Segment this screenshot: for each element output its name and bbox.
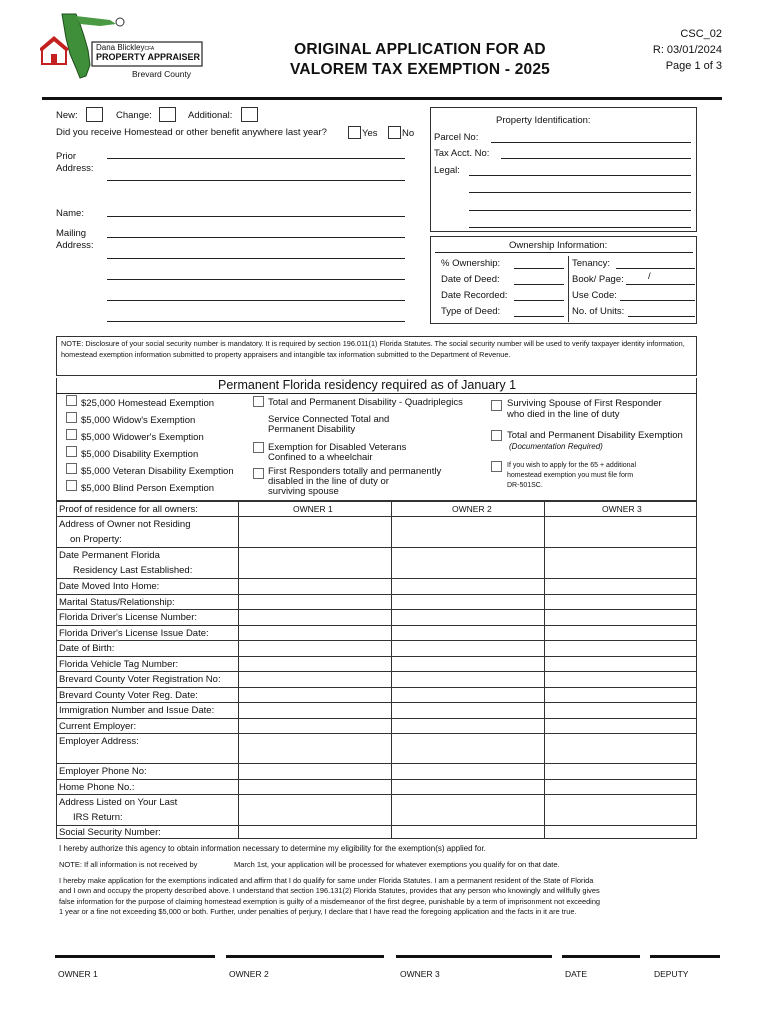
owner1-signature-label: OWNER 1: [58, 969, 98, 979]
row-date-residency: Date Permanent Florida: [59, 550, 160, 561]
owner1-column-header: OWNER 1: [293, 504, 333, 514]
prior-label: Prior: [56, 151, 77, 162]
disability-exemption-label: $5,000 Disability Exemption: [81, 449, 199, 460]
row-date-moved: Date Moved Into Home:: [59, 581, 160, 592]
first-responders-label-2: disabled in the line of duty or: [268, 476, 389, 487]
row-on-property: on Property:: [70, 534, 122, 545]
deed-date-label: Date of Deed:: [441, 274, 500, 285]
tenancy-label: Tenancy:: [572, 258, 611, 269]
deputy-signature-line[interactable]: [650, 955, 720, 958]
legal-line-4[interactable]: [469, 227, 691, 228]
ownership-pct-label: % Ownership:: [441, 258, 501, 269]
row-marital-status: Marital Status/Relationship:: [59, 597, 175, 608]
owner3-col-divider: [544, 501, 545, 839]
owner3-signature-label: OWNER 3: [400, 969, 440, 979]
age-65-label-1: If you wish to apply for the 65 + additional: [507, 462, 636, 469]
declaration-line-3: false information for the purpose of claiming homestead exemption is guilty of a misdemeanor of the first degree, punishable by a term of imprisonment not exceeding: [59, 896, 601, 906]
use-code-line[interactable]: [620, 300, 695, 301]
new-label: New:: [56, 110, 78, 121]
legal-line-2[interactable]: [469, 192, 691, 193]
row-immigration: Immigration Number and Issue Date:: [59, 705, 215, 716]
deed-date-line[interactable]: [514, 284, 564, 285]
yes-checkbox[interactable]: [348, 126, 361, 139]
note-deadline-prefix: NOTE: If all information is not received by: [59, 860, 198, 869]
book-page-line[interactable]: [626, 284, 695, 285]
ownership-divider: [568, 256, 569, 322]
header-rule: [42, 97, 722, 100]
homestead-question: Did you receive Homestead or other benefit anywhere last year?: [56, 127, 327, 138]
total-permanent-label: Total and Permanent Disability Exemption: [507, 430, 683, 441]
first-responders-label-3: surviving spouse: [268, 486, 339, 497]
form-info: [600, 26, 722, 74]
change-label: Change:: [116, 110, 152, 121]
row-current-employer: Current Employer:: [59, 721, 137, 732]
new-checkbox[interactable]: [86, 107, 103, 122]
declaration-line-1: I hereby make application for the exemptions indicated and affirm that I do qualify for same under Florida Statutes. I am a permanent resident of the State of Florida: [59, 876, 594, 885]
widower-exemption-label: $5,000 Widower's Exemption: [81, 432, 204, 443]
residency-heading: Permanent Florida residency required as of January 1: [218, 378, 517, 392]
mailing-line-3[interactable]: [107, 279, 405, 280]
no-label: No: [402, 128, 415, 139]
disabled-veterans-label: Exemption for Disabled Veterans: [268, 442, 407, 453]
surviving-spouse-label-2: who died in the line of duty: [507, 409, 620, 420]
book-page-separator: /: [648, 271, 651, 282]
units-label: No. of Units:: [572, 306, 625, 317]
owner2-signature-line[interactable]: [226, 955, 384, 958]
mailing-line-1[interactable]: [107, 237, 405, 238]
row-residency-established: Residency Last Established:: [73, 565, 193, 576]
row-date-of-birth: Date of Birth:: [59, 643, 115, 654]
service-connected-label-2: Permanent Disability: [268, 424, 356, 435]
use-code-label: Use Code:: [572, 290, 617, 301]
owner1-col-divider: [238, 501, 239, 839]
owner1-signature-line[interactable]: [55, 955, 215, 958]
owner3-column-header: OWNER 3: [602, 504, 642, 514]
legal-label: Legal:: [434, 165, 460, 176]
row-home-phone: Home Phone No.:: [59, 782, 135, 793]
row-irs-address: Address Listed on Your Last: [59, 797, 178, 808]
form-code: CSC_02: [680, 28, 722, 40]
table-row: [56, 779, 697, 780]
appraiser-suffix: CFA: [144, 46, 155, 52]
owner2-signature-label: OWNER 2: [229, 969, 269, 979]
quadriplegic-checkbox[interactable]: [253, 396, 264, 407]
legal-line-3[interactable]: [469, 210, 691, 211]
owner2-col-divider: [391, 501, 392, 839]
ownership-title: Ownership Information:: [509, 240, 608, 251]
owner2-column-header: OWNER 2: [452, 504, 492, 514]
table-row: [56, 640, 697, 641]
row-license-number: Florida Driver's License Number:: [59, 612, 198, 623]
property-id-title: Property Identification:: [496, 115, 591, 126]
surviving-spouse-label-1: Surviving Spouse of First Responder: [507, 398, 662, 409]
age-65-label-3: DR-501SC.: [507, 482, 543, 489]
county-name: Brevard County: [132, 69, 192, 79]
quadriplegic-label: Total and Permanent Disability - Quadriplegics: [268, 397, 463, 408]
name-line[interactable]: [107, 216, 405, 217]
tax-acct-line[interactable]: [501, 158, 691, 159]
ownership-pct-line[interactable]: [514, 268, 564, 269]
veteran-disability-exemption-label: $5,000 Veteran Disability Exemption: [81, 466, 234, 477]
wheelchair-label: Confined to a wheelchair: [268, 452, 373, 463]
row-employer-address: Employer Address:: [59, 736, 139, 747]
page-number: Page 1 of 3: [665, 60, 722, 72]
owner3-signature-line[interactable]: [396, 955, 552, 958]
homestead-checkbox[interactable]: [66, 395, 77, 406]
logo: [40, 10, 210, 80]
homestead-exemption-label: $25,000 Homestead Exemption: [81, 398, 215, 409]
mailing-label: Mailing: [56, 228, 87, 239]
proof-of-residence-header: Proof of residence for all owners:: [59, 504, 198, 515]
ssn-note-box: [56, 336, 697, 376]
name-label: Name:: [56, 208, 84, 219]
date-signature-label: DATE: [565, 969, 588, 979]
widow-exemption-label: $5,000 Widow's Exemption: [81, 415, 196, 426]
declaration-line-2: and I own and occupy the property described above. I understand that section 196.131(2) Florida Statutes, provides that any person who knowingly and willfully gives: [59, 886, 600, 896]
ssn-note: NOTE: Disclosure of your social security number is mandatory. It is required by section 196.011(1) Florida Statutes. The social security number will be used to verify taxpayer identity information, homestead exemption information submitted to property appraisers and intangible tax information submitted to the Department of Revenue.: [61, 339, 685, 359]
additional-label: Additional:: [188, 110, 233, 121]
row-voter-registration: Brevard County Voter Registration No:: [59, 674, 221, 685]
first-responders-checkbox[interactable]: [253, 468, 264, 479]
tax-acct-label: Tax Acct. No:: [434, 148, 490, 159]
additional-checkbox[interactable]: [241, 107, 258, 122]
prior-address-label: Address:: [56, 163, 94, 174]
row-vehicle-tag: Florida Vehicle Tag Number:: [59, 659, 179, 670]
ownership-title-rule: [435, 252, 693, 253]
disabled-veterans-checkbox[interactable]: [253, 442, 264, 453]
row-license-issue-date: Florida Driver's License Issue Date:: [59, 628, 209, 639]
deed-type-line[interactable]: [514, 316, 564, 317]
parcel-line[interactable]: [491, 142, 691, 143]
mailing-address-label: Address:: [56, 240, 94, 251]
residency-heading-rule: [56, 393, 697, 394]
declaration-line-4: 1 year or a fine not exceeding $5,000 or both. Further, under penalties of perjury, I declare that I have read the foregoing application and the facts in it are true.: [59, 906, 577, 916]
parcel-label: Parcel No:: [434, 132, 479, 143]
declaration-paragraph: [59, 876, 600, 917]
widow-checkbox[interactable]: [66, 412, 77, 423]
recorded-label: Date Recorded:: [441, 290, 508, 301]
disability-checkbox[interactable]: [66, 446, 77, 457]
recorded-line[interactable]: [514, 300, 564, 301]
age-65-checkbox[interactable]: [491, 461, 502, 472]
table-row: [56, 718, 697, 719]
veteran-disability-checkbox[interactable]: [66, 463, 77, 474]
office-name: PROPERTY APPRAISER: [96, 52, 201, 62]
mailing-line-2[interactable]: [107, 258, 405, 259]
date-signature-line[interactable]: [562, 955, 640, 958]
no-checkbox[interactable]: [388, 126, 401, 139]
appraiser-name: Dana Blickley: [96, 43, 145, 52]
revision-date: R: 03/01/2024: [652, 44, 722, 56]
mailing-line-4[interactable]: [107, 300, 405, 301]
title-line-2: VALOREM TAX EXEMPTION - 2025: [290, 61, 550, 78]
age-65-label-2: homestead exemption you must file form: [507, 472, 634, 479]
first-responders-label-1: First Responders totally and permanently: [268, 466, 442, 477]
service-connected-label-1: Service Connected Total and: [268, 414, 390, 425]
mailing-line-5[interactable]: [107, 321, 405, 322]
documentation-required-label: (Documentation Required): [509, 442, 603, 451]
deed-type-label: Type of Deed:: [441, 306, 501, 317]
row-employer-phone: Employer Phone No:: [59, 766, 147, 777]
row-ssn: Social Security Number:: [59, 827, 161, 838]
deputy-signature-label: DEPUTY: [654, 969, 689, 979]
change-checkbox[interactable]: [159, 107, 176, 122]
units-line[interactable]: [628, 316, 695, 317]
row-voter-reg-date: Brevard County Voter Reg. Date:: [59, 690, 198, 701]
book-page-label: Book/ Page:: [572, 274, 624, 285]
surviving-spouse-checkbox[interactable]: [491, 400, 502, 411]
yes-label: Yes: [362, 128, 378, 139]
authorization-statement: I hereby authorize this agency to obtain information necessary to determine my eligibility for the exemption(s) applied for.: [59, 844, 486, 853]
page-title: [260, 40, 580, 80]
total-permanent-checkbox[interactable]: [491, 430, 502, 441]
table-row: [56, 733, 697, 734]
row-address-not-residing: Address of Owner not Residing: [59, 519, 191, 530]
tenancy-line[interactable]: [616, 268, 695, 269]
prior-address-line-2[interactable]: [107, 180, 405, 181]
legal-line-1[interactable]: [469, 175, 691, 176]
note-deadline-text: March 1st, your application will be processed for whatever exemptions you qualify for on that date.: [234, 860, 560, 869]
row-irs-return: IRS Return:: [73, 812, 123, 823]
blind-person-checkbox[interactable]: [66, 480, 77, 491]
title-line-1: ORIGINAL APPLICATION FOR AD: [294, 41, 546, 58]
table-row: [56, 763, 697, 764]
widower-checkbox[interactable]: [66, 429, 77, 440]
prior-address-line-1[interactable]: [107, 158, 405, 159]
blind-person-exemption-label: $5,000 Blind Person Exemption: [81, 483, 215, 494]
